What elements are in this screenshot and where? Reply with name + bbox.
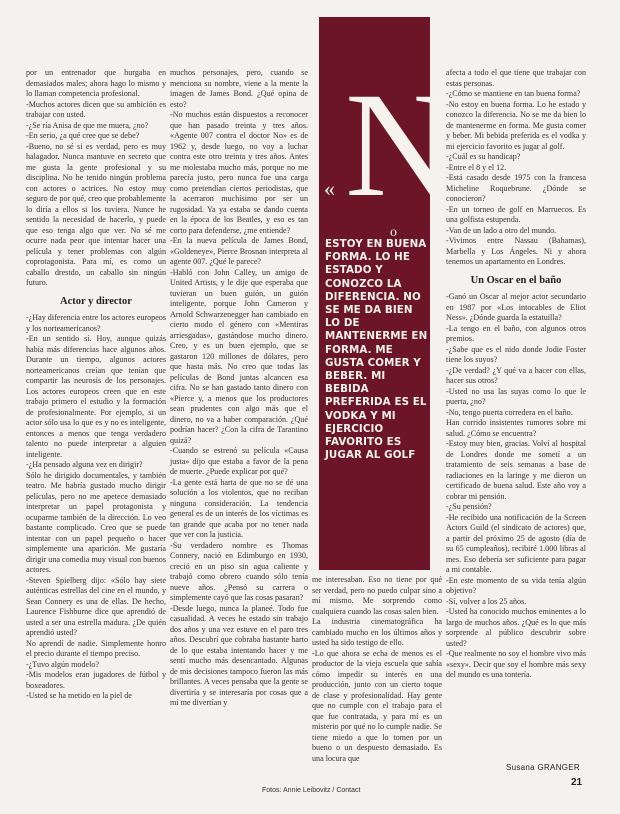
paragraph: -Sí, volver a los 25 años. [446, 596, 527, 606]
article-column-3 [446, 68, 586, 681]
article-column-1 [26, 68, 166, 702]
paragraph: -Ganó un Oscar al mejor actor secundario en 1987 por «Los intocables de Eliot Ness». ¿Dónde guarda la estatuilla? [446, 292, 586, 322]
paragraph: -Estoy muy bien, gracias. Volví al hospital de Londres donde me sometí a un tratamiento de seis semanas a base de radiaciones en la laringe y me dieron un certificado de buena salud. Este año voy a cobrar mi pensión. [446, 439, 586, 501]
paragraph: -Está casado desde 1975 con la francesa Micheline Roquebrune. ¿Dónde se conocieron? [446, 173, 586, 203]
photo-credit: Fotos: Annie Leibovitz / Contact [262, 787, 361, 794]
paragraph: -La gente está harta de que no se dé una solución a los violentos, que no reciban ninguna consideración. La tendencia general es de un interés de los víctimas es tan grande que acaba por no tener nada que ver con la justicia. [170, 477, 308, 539]
paragraph: -En un sentido sí. Hoy, aunque quizás había más diferencias hace algunos años. Durante un tiempo, algunos actores norteamericanos creían que tenían que compartir las neurosis de los personajes. Los actores europeos creen que en este trabajo primero el estudio y la formación de profesionalmente. Por ejemplo, si un actor sólo usa lo que es y no es inteligente, entonces a menos que tenga verdadero talento no puede interpretar a alguien inteligente. [26, 334, 166, 459]
paragraph: -Usted ha conocido muchos eminentes a lo largo de muchos años. ¿Qué es lo que más sorprende al público descubrir sobre usted? [446, 607, 586, 648]
section-heading-oscar: Un Oscar en el baño [470, 274, 562, 286]
paragraph: -He recibido una notificación de la Screen Actors Guild (el sindicato de actores) que, a partir del próximo 25 de agosto (día de su 65 cumpleaños), recibiré 1.000 libras al mes. Eso debería ser suficiente para pagar a mi contable. [446, 512, 586, 574]
paragraph: -¿Sabe que es el nido donde Jodie Foster tiene los suyos? [446, 344, 586, 364]
paragraph: -Cuando se estrenó su película «Causa justa» dijo que estaba a favor de la pena de muerte. ¿Puede explicar por qué? [170, 446, 308, 476]
paragraph: -¿Cuál es su handicap? [446, 152, 521, 161]
page-number: 21 [571, 777, 583, 788]
paragraph: me interesaban. Eso no tiene por qué ser verdad, pero no puedo culpar sino a mí mismo. Me sorprendo como cualquiera cuando las cosas salen bien. [312, 575, 442, 616]
paragraph: -¿Ha pensado alguna vez en dirigir? [26, 460, 143, 469]
section-heading-actor-director: Actor y director [60, 295, 132, 307]
paragraph: -Usted se ha metido en la piel de [26, 691, 132, 700]
pull-quote-drop-letter: N [345, 62, 454, 228]
paragraph: -En este momento de su vida tenía algún objetivo? [446, 575, 586, 595]
paragraph: -No estoy en buena forma. Lo he estado y conozco la diferencia. No se me da bien lo de mantenerme en forma. Me gusta comer y beber. Mi bebida preferida es el vodka y mi ejercicio favorito es jugar al golf. [446, 99, 586, 151]
paragraph: -¿Su pensión? [446, 502, 492, 511]
paragraph: Sólo he dirigido documentales, y también teatro. Me habría gustado mucho dirigir películas, pero no me apetece demasiado interpretar un papel protagonista y ocuparme también de la dirección. Lo veo bastante complicado. Creo que se puede intentar con un papel pequeño o hacer simplemente una aparición. Me gustaría dirigir una comedia muy visual con buenos actores. [26, 470, 166, 574]
paragraph: Han corrido insistentes rumores sobre mi salud. ¿Cómo se encuentra? [446, 418, 586, 438]
paragraph: por un entrenador que hurgaba en demasiados males; ahora hago lo mismo y lo llaman competencia profesional. [26, 68, 166, 98]
author-signature: Susana GRANGER [506, 763, 581, 772]
paragraph: No aprendí de nadie. Simplemente honro el precio durante el tiempo preciso. [26, 638, 166, 658]
paragraph: -En la nueva película de James Bond, «Goldeneye», Pierce Brosnan interpreta al agente 007. ¿Qué le parece? [170, 236, 308, 266]
paragraph: -No, tengo puerta corredera en el baño. [446, 407, 573, 417]
paragraph: -Que realmente no soy el hombre vivo más «sexy». Decir que soy el hombre más sexy del mundo es una tontería. [446, 649, 586, 679]
col1-paragraphs-a [26, 68, 166, 289]
paragraph: -Lo que ahora se echa de menos es el productor de la vieja escuela que sabía cómo impedir su interés en una producción, junto con un cierto toque de clase y profesionalidad. Hay gente que no cumple con el trabajo para el que fue contratada, y para mí es un misterio por qué no lo cumple nadie. Se tiene miedo a que lo tomen por un bueno o un despuesto demasiado. Es una locura que [312, 648, 442, 763]
paragraph: -¿Se ría Anisa de que me muera, ¿no? [26, 120, 149, 130]
paragraph: -Habló con John Calley, un amigo de United Artists, y le dije que esperaba que tuvieran un buen guión, un guión inteligente, porque John Cameron y Arnold Schwarzenegger han cambiado en cierto modo el género con «Mentiras arriesgadas», gastándose mucho dinero. Creo, y es un buen ejemplo, que se gastaron 120 millones de dólares, pero que hasta más. No creo que todas las películas de Bond juntas alcancen esa cifra. No se han gastado tanto dinero con «Pierce y, a menos que los productores sean prudentes con algo más que el dinero, no va a haber comparación. ¿Qué podrían hacer? ¿Con la cifra de Tarantino quizá? [170, 267, 308, 445]
paragraph: -No muchos están dispuestos a reconocer que han pasado treinta y tres años. «Agente 007 contra el doctor No» es de 1962 y, desde luego, no voy a luchar contra este otro treinta y tres años. Antes me molestaba mucho más, porque no me parecía justo, pero nunca fue una carga como pretendían ciertos periodistas, que la acerraron muchísimo por ser un rugosidad. Ya ya estaba se dando cuenta en la época de los Beatles, y eso es tan corto para defenderse, ¿me entiende? [170, 110, 308, 235]
col3-paragraphs-b [446, 292, 586, 681]
paragraph: muchos personajes, pero, cuando se menciona su nombre, viene a la mente la imagen de James Bond. ¿Qué opina de esto? [170, 68, 308, 109]
col3-paragraphs-a [446, 68, 586, 268]
paragraph: -La tengo en el baño, con algunos otros premios. [446, 323, 586, 343]
col1-paragraphs-b [26, 313, 166, 702]
paragraph: -Entre el 8 y el 12. [446, 162, 507, 172]
paragraph: -¿Hay diferencia entre los actores europeos y los norteamericanos? [26, 313, 166, 333]
pull-quote-letter-o: o [390, 225, 397, 240]
pull-quote-text: ESTOY EN BUENA FORMA. LO HE ESTADO Y CONOZCO LA DIFERENCIA. NO SE ME DA BIEN LO DE MANTENERME EN FORMA. ME GUSTA COMER Y BEBER. MI BEBIDA PREFERIDA ES EL VODKA Y MI EJERCICIO FAVORITO ES JUGAR AL GOLF [325, 238, 428, 462]
paragraph: -En serio, ¿a qué cree que se debe? [26, 131, 140, 140]
paragraph: -Usted no usa las suyas como lo que le puerta, ¿no? [446, 386, 586, 406]
pull-quote-open-mark: « [324, 176, 335, 201]
paragraph: -Mis modelos eran jugadores de fútbol y boxeadores. [26, 670, 166, 690]
article-column-2 [170, 68, 308, 709]
paragraph: -Van de un lado a otro del mundo. [446, 225, 557, 235]
paragraph: -¿Cómo se mantiene en tan buena forma? [446, 89, 581, 98]
article-column-2b [312, 575, 442, 764]
paragraph: -Bueno, no sé si es verdad, pero es muy halagador. Nunca mantuve en secreto que me gusta la gente profesional y su disciplina. No he tenido ningún problema con actores o actrices. No estoy muy seguro de por qué, creo que probablemente lo diría a ellos si los tuviera. Nunce he sentido la necesidad de hacerlo, y puede que eso tenga algo que ver. No sé me ocurre nada peor que intentar hacer una película y tener problemas con algún coprotagonista. Para mí, es como un caballo drestdo, un caballo sin ningún futuro. [26, 141, 166, 287]
paragraph: -¿Tuvo algún modelo? [26, 659, 99, 669]
paragraph: -¿De verdad? ¿Y qué va a hacer con ellas, hacer sus otros? [446, 365, 586, 385]
paragraph: -Steven Spielberg dijo: «Sólo hay siete auténticas estrellas del cine en el mundo, y Sean Connery es una de ellas. De hecho, Laurence Fishburne dice que aprendió de usted a ser una estrella madura. ¿De quién aprendió usted? [26, 575, 166, 637]
paragraph: -En un torneo de golf en Marruecos. Es una golfista estupenda. [446, 204, 586, 224]
paragraph: -Vivimos entre Nassau (Bahamas), Marbella y Los Ángeles. Ni y ahora tenemos un apartamento en Londres. [446, 236, 586, 266]
paragraph: -Su verdadero nombre es Thomas Connery, nació en Edimburgo en 1930, creció en un piso sin agua caliente y trabajó como obrero cuando sólo tenía nueve años. ¿Pensó su carrera o simplemente cayó que las cosas pasaran? [170, 540, 308, 602]
paragraph: La industria cinematográfica ha cambiado mucho en los últimos años y usted ha sido testigo de ello. [312, 617, 442, 647]
paragraph: -Desde luego, nunca la planeé. Todo fue casualidad. A veces he estado sin trabajo dos años y una vez estuve en el paro tres años. Descubrí que cobraba bastante harto de lo que estaba intentando hacer y me sentí mucho más desencantado. Algunas de mis decisiones tampoco fueron las más brillantes. A veces pensaba que la gente se divertiría y se interesaría por cosas que a mí me divertían y [170, 603, 308, 707]
paragraph: -Muchos actores dicen que su ambición es trabajar con usted. [26, 99, 166, 119]
paragraph: afecta a todo el que tiene que trabajar con estas personas. [446, 68, 586, 88]
